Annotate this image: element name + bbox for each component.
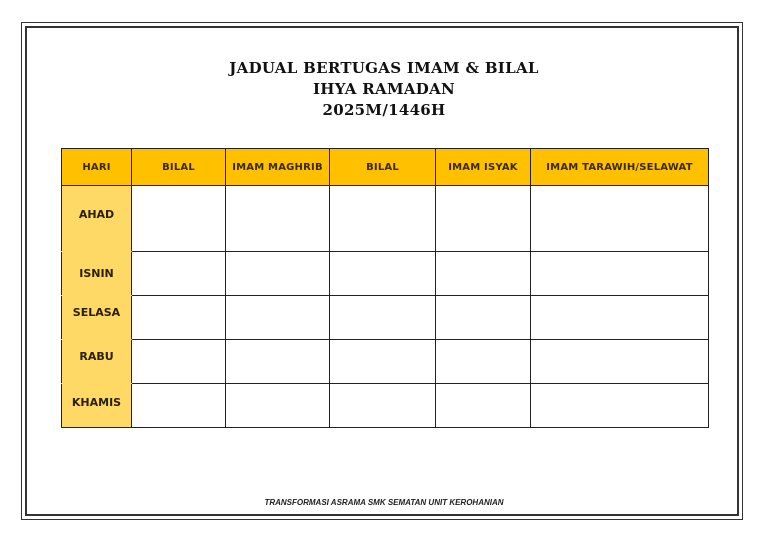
table-row bbox=[62, 384, 709, 428]
footer-text: TRANSFORMASI ASRAMA SMK SEMATAN UNIT KEROHANIAN bbox=[264, 498, 504, 507]
table-cell[interactable] bbox=[132, 384, 226, 428]
table-cell[interactable] bbox=[132, 186, 226, 252]
title-block bbox=[0, 58, 768, 121]
table-cell[interactable] bbox=[226, 384, 330, 428]
table-cell[interactable] bbox=[132, 340, 226, 384]
day-isnin: ISNIN bbox=[62, 252, 132, 296]
title-line-1: JADUAL BERTUGAS IMAM & BILAL bbox=[229, 59, 539, 77]
header-hari: HARI bbox=[62, 149, 132, 186]
table-cell[interactable] bbox=[226, 340, 330, 384]
header-imam-maghrib: IMAM MAGHRIB bbox=[226, 149, 330, 186]
table-cell[interactable] bbox=[531, 186, 709, 252]
table-cell[interactable] bbox=[436, 384, 531, 428]
table-cell[interactable] bbox=[226, 252, 330, 296]
table-cell[interactable] bbox=[132, 252, 226, 296]
day-khamis: KHAMIS bbox=[62, 384, 132, 428]
table-cell[interactable] bbox=[436, 340, 531, 384]
duty-schedule-table bbox=[61, 148, 709, 428]
table-row bbox=[62, 252, 709, 296]
header-bilal-1: BILAL bbox=[132, 149, 226, 186]
title-line-3: 2025M/1446H bbox=[322, 101, 446, 119]
table-cell[interactable] bbox=[531, 296, 709, 340]
table-cell[interactable] bbox=[330, 252, 436, 296]
header-imam-isyak: IMAM ISYAK bbox=[436, 149, 531, 186]
day-selasa: SELASA bbox=[62, 296, 132, 340]
table-cell[interactable] bbox=[330, 296, 436, 340]
table-cell[interactable] bbox=[531, 384, 709, 428]
table-cell[interactable] bbox=[330, 340, 436, 384]
table-row bbox=[62, 296, 709, 340]
table-cell[interactable] bbox=[436, 296, 531, 340]
table-cell[interactable] bbox=[531, 252, 709, 296]
table-cell[interactable] bbox=[330, 186, 436, 252]
header-bilal-2: BILAL bbox=[330, 149, 436, 186]
table-cell[interactable] bbox=[330, 384, 436, 428]
table-cell[interactable] bbox=[531, 340, 709, 384]
day-rabu: RABU bbox=[62, 340, 132, 384]
table-cell[interactable] bbox=[436, 252, 531, 296]
table-row bbox=[62, 186, 709, 252]
table-cell[interactable] bbox=[226, 296, 330, 340]
table-cell[interactable] bbox=[132, 296, 226, 340]
header-row bbox=[62, 149, 709, 186]
title-line-2: IHYA RAMADAN bbox=[312, 80, 456, 98]
table-row bbox=[62, 340, 709, 384]
table-cell[interactable] bbox=[436, 186, 531, 252]
day-ahad: AHAD bbox=[62, 186, 132, 252]
header-imam-tarawih: IMAM TARAWIH/SELAWAT bbox=[531, 149, 709, 186]
table-cell[interactable] bbox=[226, 186, 330, 252]
